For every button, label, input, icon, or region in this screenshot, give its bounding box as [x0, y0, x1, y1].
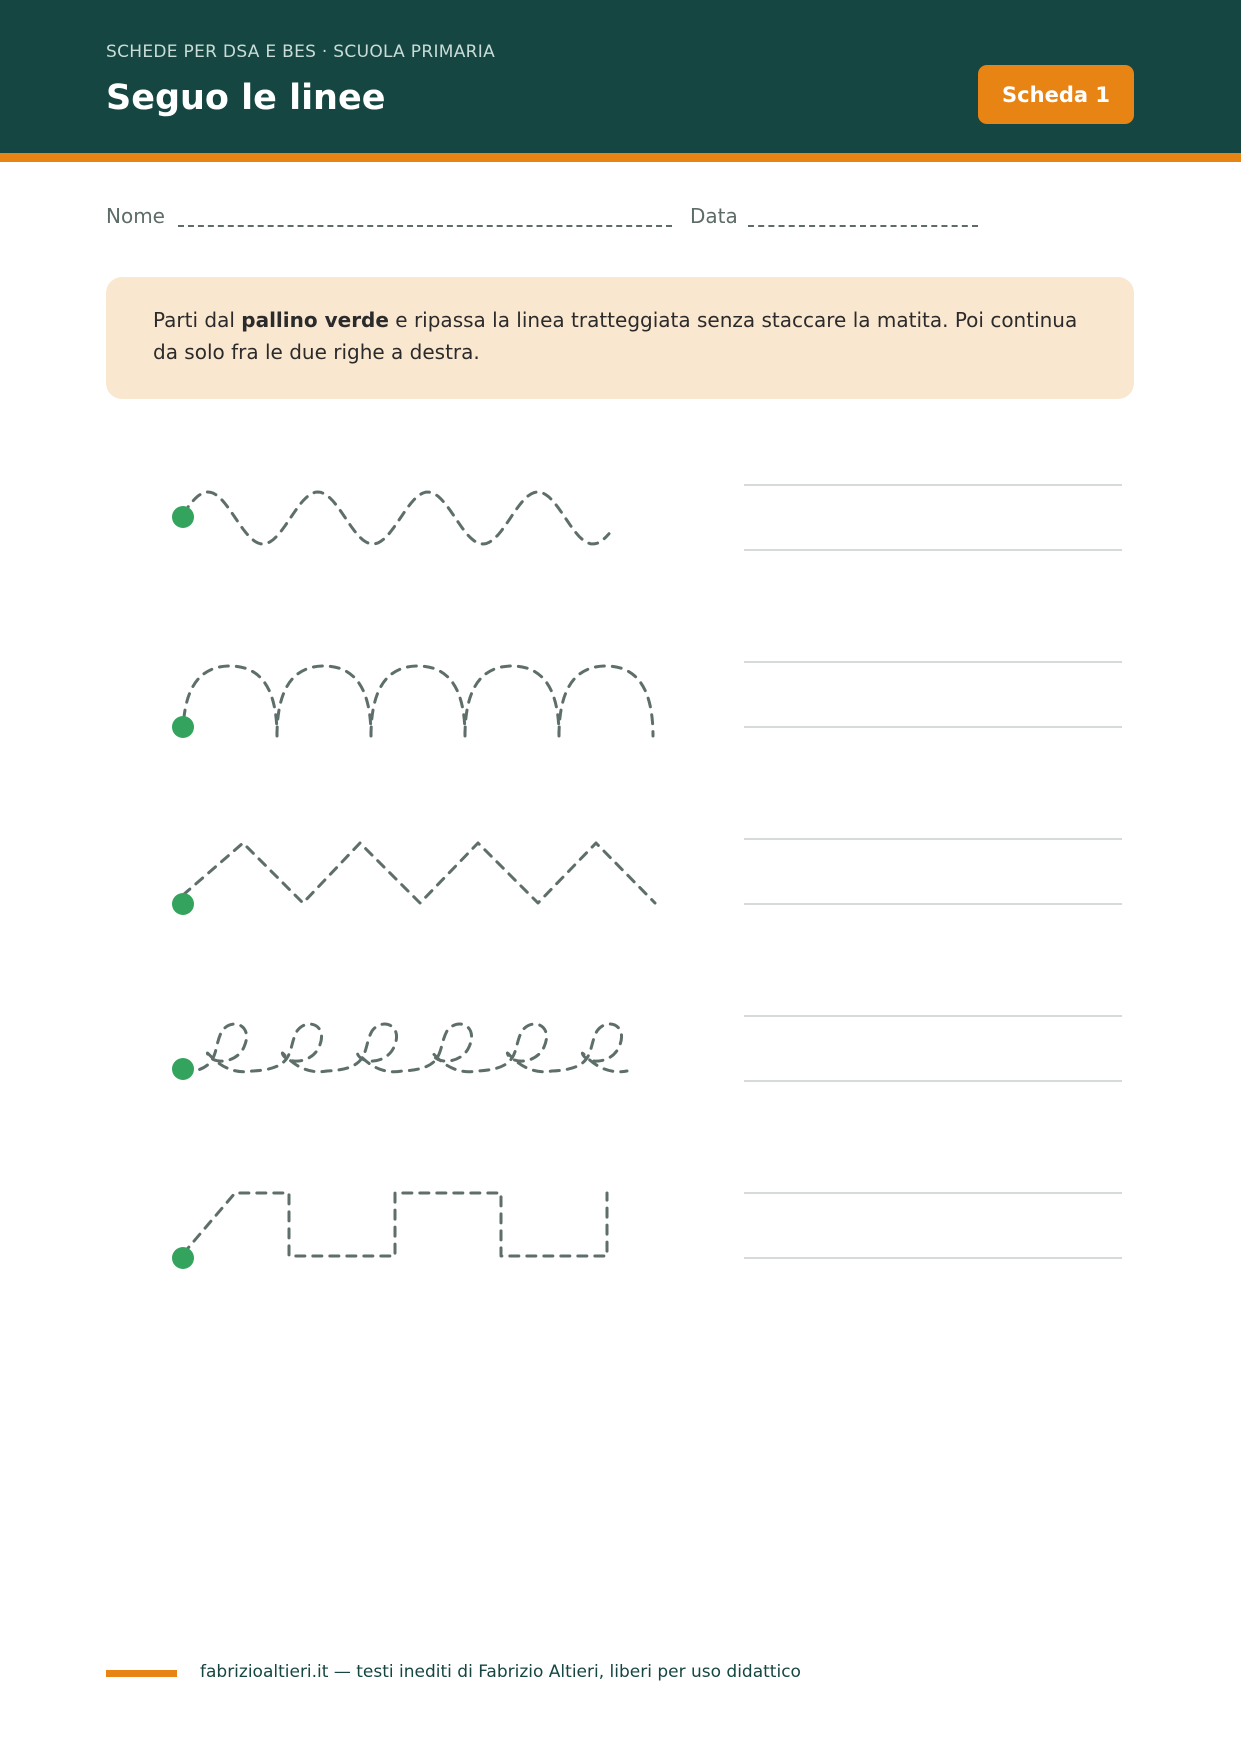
- trace-path-zigzag: [183, 843, 655, 903]
- page-title: Seguo le linee: [106, 78, 386, 118]
- instruction-text-before: Parti dal: [153, 308, 242, 332]
- start-dot-3: [172, 893, 194, 915]
- footer-accent-bar: [106, 1670, 177, 1677]
- start-dot-2: [172, 716, 194, 738]
- footer-credit: fabrizioaltieri.it — testi inediti di Fabrizio Altieri, liberi per uso didattico: [200, 1662, 801, 1682]
- trace-path-square-wave: [183, 1193, 607, 1256]
- trace-path-loops: [183, 1024, 627, 1073]
- instruction-text-bold: pallino verde: [241, 308, 389, 332]
- header-kicker: SCHEDE PER DSA E BES · SCUOLA PRIMARIA: [106, 42, 496, 62]
- trace-path-wave: [183, 492, 609, 544]
- instruction-text-after: e ripassa la linea tratteggiata senza staccare la matita. Poi continua da solo fra le due righe a destra.: [153, 308, 1078, 364]
- name-label: Nome: [106, 204, 165, 228]
- date-label: Data: [690, 204, 738, 228]
- start-dot-1: [172, 506, 194, 528]
- trace-path-arches: [183, 666, 653, 736]
- start-dot-4: [172, 1058, 194, 1080]
- start-dot-5: [172, 1247, 194, 1269]
- worksheet-badge: Scheda 1: [978, 65, 1134, 124]
